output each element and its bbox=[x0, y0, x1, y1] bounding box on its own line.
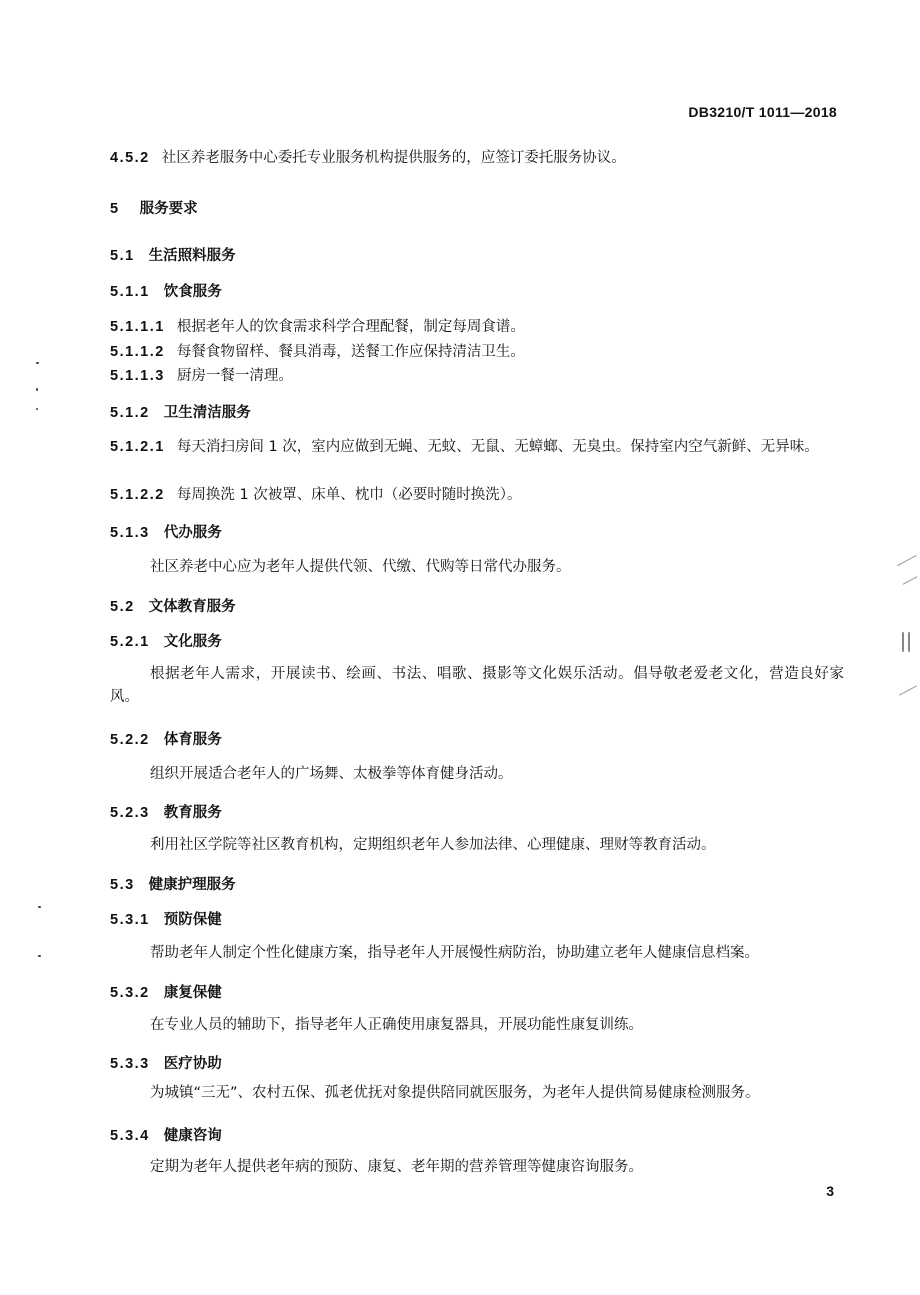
heading-text: 生活照料服务 bbox=[148, 248, 236, 264]
paragraph: 帮助老年人制定个性化健康方案，指导老年人开展慢性病防治，协助建立老年人健康信息档案。 bbox=[150, 945, 759, 961]
clause-number: 5.1.2 bbox=[110, 405, 150, 421]
clause-text: 每天消扫房间 1 次，室内应做到无蝇、无蚊、无鼠、无蟑螂、无臭虫。保持室内空气新鲜、无异味。 bbox=[176, 439, 819, 455]
clause-5-1-2-1 bbox=[110, 436, 844, 459]
clause-number: 5.3.3 bbox=[110, 1056, 150, 1072]
clause-number: 5.2.3 bbox=[110, 805, 150, 821]
paragraph: 组织开展适合老年人的广场舞、太极拳等体育健身活动。 bbox=[150, 766, 513, 782]
clause-number: 5.1.1.3 bbox=[110, 368, 165, 384]
heading-text: 文体教育服务 bbox=[148, 599, 236, 615]
clause-5-1-1-3 bbox=[110, 366, 844, 386]
heading-5-1-1 bbox=[110, 282, 844, 302]
heading-text: 卫生清洁服务 bbox=[163, 405, 251, 421]
heading-5-3-3 bbox=[110, 1054, 844, 1074]
clause-number: 5.3.2 bbox=[110, 985, 150, 1001]
heading-text: 饮食服务 bbox=[163, 284, 222, 300]
clause-4-5-2 bbox=[110, 148, 844, 168]
heading-5-1 bbox=[110, 246, 844, 266]
clause-number: 5.3 bbox=[110, 877, 135, 893]
clause-text: 根据老年人的饮食需求科学合理配餐，制定每周食谱。 bbox=[176, 319, 525, 335]
heading-text: 健康护理服务 bbox=[148, 877, 236, 893]
scan-speck bbox=[38, 955, 41, 957]
clause-5-1-2-2 bbox=[110, 485, 844, 505]
clause-number: 5.1.1 bbox=[110, 284, 150, 300]
document-code: DB3210/T 1011—2018 bbox=[688, 104, 837, 120]
heading-text: 体育服务 bbox=[163, 732, 222, 748]
clause-number: 5.1.1.2 bbox=[110, 344, 165, 360]
scan-edge-mark bbox=[897, 555, 917, 566]
heading-5-3-4 bbox=[110, 1126, 844, 1146]
clause-number: 5.1.2.2 bbox=[110, 487, 165, 503]
page-number: 3 bbox=[826, 1183, 834, 1199]
scan-edge-mark bbox=[899, 685, 917, 695]
heading-text: 医疗协助 bbox=[163, 1056, 222, 1072]
heading-5-2 bbox=[110, 597, 844, 617]
clause-number: 5.3.4 bbox=[110, 1128, 150, 1144]
clause-number: 5.1.1.1 bbox=[110, 319, 165, 335]
heading-5 bbox=[110, 199, 844, 219]
heading-5-3-2 bbox=[110, 983, 844, 1003]
scan-speck bbox=[36, 388, 38, 391]
clause-number: 5.2.1 bbox=[110, 634, 150, 650]
heading-5-3-1 bbox=[110, 910, 844, 930]
clause-text: 每周换洗 1 次被罩、床单、枕巾（必要时随时换洗）。 bbox=[176, 487, 522, 503]
paragraph: 在专业人员的辅助下，指导老年人正确使用康复器具，开展功能性康复训练。 bbox=[150, 1017, 643, 1033]
paragraph: 社区养老中心应为老年人提供代领、代缴、代购等日常代办服务。 bbox=[150, 559, 571, 575]
heading-text: 服务要求 bbox=[139, 201, 198, 217]
clause-5-1-1-2 bbox=[110, 342, 844, 362]
heading-text: 代办服务 bbox=[163, 525, 222, 541]
heading-5-2-2 bbox=[110, 730, 844, 750]
paragraph: 根据老年人需求，开展读书、绘画、书法、唱歌、摄影等文化娱乐活动。倡导敬老爱老文化，营造良好家风。 bbox=[110, 666, 844, 705]
clause-number: 5.1.2.1 bbox=[110, 439, 165, 455]
heading-text: 预防保健 bbox=[163, 912, 222, 928]
clause-number: 5.1.3 bbox=[110, 525, 150, 541]
clause-number: 5 bbox=[110, 201, 120, 217]
clause-number: 4.5.2 bbox=[110, 150, 150, 166]
scan-speck bbox=[38, 906, 41, 908]
heading-5-1-3 bbox=[110, 523, 844, 543]
heading-5-3 bbox=[110, 875, 844, 895]
scan-edge-mark bbox=[908, 632, 910, 652]
clause-text: 厨房一餐一清理。 bbox=[176, 368, 293, 384]
heading-text: 康复保健 bbox=[163, 985, 222, 1001]
clause-text: 每餐食物留样、餐具消毒，送餐工作应保持清洁卫生。 bbox=[176, 344, 525, 360]
paragraph: 定期为老年人提供老年病的预防、康复、老年期的营养管理等健康咨询服务。 bbox=[150, 1159, 643, 1175]
heading-text: 文化服务 bbox=[163, 634, 222, 650]
clause-number: 5.3.1 bbox=[110, 912, 150, 928]
clause-number: 5.2 bbox=[110, 599, 135, 615]
clause-5-1-1-1 bbox=[110, 317, 844, 337]
heading-5-2-1 bbox=[110, 632, 844, 652]
paragraph: 为城镇“三无”、农村五保、孤老优抚对象提供陪同就医服务，为老年人提供简易健康检测服务。 bbox=[150, 1085, 760, 1101]
clause-number: 5.1 bbox=[110, 248, 135, 264]
clause-text: 社区养老服务中心委托专业服务机构提供服务的，应签订委托服务协议。 bbox=[161, 150, 626, 166]
heading-5-2-3 bbox=[110, 803, 844, 823]
heading-5-1-2 bbox=[110, 403, 844, 423]
clause-number: 5.2.2 bbox=[110, 732, 150, 748]
scan-edge-mark bbox=[902, 632, 904, 652]
heading-text: 健康咨询 bbox=[163, 1128, 222, 1144]
scan-edge-mark bbox=[903, 576, 918, 584]
scan-speck bbox=[36, 408, 38, 410]
heading-text: 教育服务 bbox=[163, 805, 222, 821]
scan-speck bbox=[36, 362, 39, 364]
paragraph: 利用社区学院等社区教育机构，定期组织老年人参加法律、心理健康、理财等教育活动。 bbox=[150, 837, 716, 853]
